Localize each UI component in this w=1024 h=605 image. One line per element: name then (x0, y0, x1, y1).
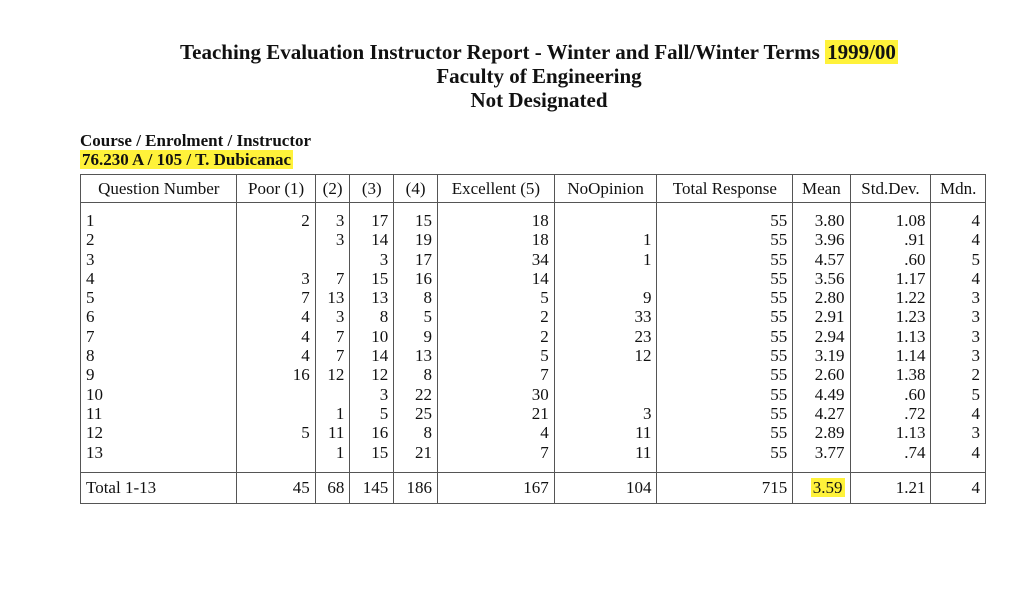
table-cell: 21 (415, 442, 432, 462)
table-cell: 3 (971, 326, 980, 346)
table-cell: 15 (371, 442, 389, 462)
table-cell: 5 (301, 423, 310, 443)
designation: Not Designated (470, 88, 608, 112)
table-cell: 9 (642, 288, 652, 308)
table-cell: 16 (415, 268, 432, 288)
table-cell: 3 (642, 403, 652, 423)
table-total-row (81, 472, 986, 503)
total-cell: 145 (350, 472, 394, 503)
table-cell: 1.22 (895, 288, 926, 308)
table-cell: .74 (904, 442, 926, 462)
table-cell: 7 (540, 365, 549, 385)
table-cell: 2 (540, 326, 549, 346)
column-values (81, 203, 237, 473)
column-header: Question Number (81, 175, 237, 203)
course-instructor: T. Dubicanac (195, 150, 292, 169)
table-cell: 1 (642, 249, 652, 269)
column-header: Mdn. (931, 175, 986, 203)
column-values (394, 203, 438, 473)
table-cell: 1.08 (895, 211, 926, 230)
column-header: (2) (315, 175, 350, 203)
table-cell: 5 (86, 288, 95, 308)
table-cell (242, 385, 309, 404)
table-cell: 55 (770, 365, 788, 385)
column-values (350, 203, 394, 473)
table-cell: 5 (540, 288, 549, 308)
table-cell (321, 385, 345, 404)
table-cell: 8 (379, 307, 389, 327)
table-cell: 1.14 (895, 346, 926, 366)
table-cell: 8 (423, 423, 432, 443)
table-cell: 5 (540, 346, 549, 366)
table-cell: 30 (531, 384, 549, 404)
table-cell: 1 (335, 442, 345, 462)
column-values (793, 203, 850, 473)
table-cell: 12 (634, 346, 652, 366)
table-cell: 15 (415, 211, 432, 230)
table-cell: 16 (371, 423, 389, 443)
table-cell: 4 (301, 307, 310, 327)
total-cell: 186 (394, 472, 438, 503)
table-cell: 5 (379, 403, 389, 423)
column-header: Poor (1) (237, 175, 315, 203)
table-cell: 1.23 (895, 307, 926, 327)
table-cell: 55 (770, 288, 788, 308)
course-enrolment: 105 (156, 150, 183, 169)
total-cell: 1.21 (850, 472, 931, 503)
table-cell (242, 250, 309, 269)
report-header (0, 40, 1024, 112)
table-cell: 23 (634, 326, 652, 346)
table-cell: 55 (770, 230, 788, 250)
table-cell: 16 (292, 365, 310, 385)
table-cell: 7 (301, 288, 310, 308)
table-cell: 3 (335, 230, 345, 250)
table-cell: 4 (971, 211, 980, 230)
table-cell: 7 (335, 346, 345, 366)
table-cell: 22 (415, 384, 432, 404)
table-cell: 55 (770, 403, 788, 423)
table-cell: 7 (540, 442, 549, 462)
table-cell: 5 (971, 249, 980, 269)
table-cell: .72 (904, 403, 926, 423)
table-cell: 3.80 (814, 211, 845, 230)
table-cell: 3.19 (814, 346, 845, 366)
table-cell: 7 (335, 268, 345, 288)
column-header: (4) (394, 175, 438, 203)
table-cell: 55 (770, 211, 788, 230)
table-cell: 11 (86, 403, 103, 423)
table-cell: 6 (86, 307, 95, 327)
table-cell: 12 (371, 365, 389, 385)
report-title-year: 1999/00 (827, 40, 896, 64)
table-cell: 4.57 (814, 249, 845, 269)
table-cell: 10 (86, 384, 103, 404)
table-cell: 10 (371, 326, 389, 346)
table-cell: 55 (770, 423, 788, 443)
table-cell: 3 (335, 211, 345, 230)
total-cell: 104 (554, 472, 657, 503)
total-cell: 4 (931, 472, 986, 503)
table-cell: 3 (971, 423, 980, 443)
table-cell: 14 (531, 268, 549, 288)
column-header: Std.Dev. (850, 175, 931, 203)
table-cell (560, 385, 652, 404)
table-cell: 9 (86, 365, 95, 385)
column-header: Total Response (657, 175, 793, 203)
evaluation-table (80, 174, 986, 504)
total-cell: 68 (315, 472, 350, 503)
column-values (850, 203, 931, 473)
table-cell (560, 211, 652, 230)
table-cell: 12 (327, 365, 345, 385)
table-cell: 3 (301, 268, 310, 288)
column-header: NoOpinion (554, 175, 657, 203)
table-cell: 18 (531, 211, 549, 230)
table-cell: 14 (371, 230, 389, 250)
course-code: 76.230 A (82, 150, 144, 169)
table-cell: 4 (971, 268, 980, 288)
table-cell: .60 (904, 384, 926, 404)
total-cell: 167 (438, 472, 555, 503)
table-cell: .91 (904, 230, 926, 250)
table-cell: 3.96 (814, 230, 845, 250)
table-cell: 19 (415, 230, 432, 250)
table-cell: 33 (634, 307, 652, 327)
table-cell: .60 (904, 249, 926, 269)
table-cell: 8 (86, 346, 95, 366)
table-cell: 11 (635, 423, 652, 443)
table-cell: 15 (371, 268, 389, 288)
column-header: Mean (793, 175, 850, 203)
course-values: 76.230 A / 105 / T. Dubicanac (82, 150, 292, 169)
table-cell: 1 (642, 230, 652, 250)
course-label: Course / Enrolment / Instructor (80, 131, 312, 150)
table-cell: 4.49 (814, 384, 845, 404)
table-cell: 1.13 (895, 423, 926, 443)
table-cell: 11 (635, 442, 652, 462)
table-cell: 13 (371, 288, 389, 308)
table-cell: 4 (971, 442, 980, 462)
column-values (554, 203, 657, 473)
table-cell: 5 (423, 307, 432, 327)
table-cell: 17 (415, 249, 432, 269)
table-cell: 55 (770, 442, 788, 462)
table-cell: 14 (371, 346, 389, 366)
table-cell: 3 (335, 307, 345, 327)
table-cell: 2 (86, 230, 95, 250)
table-cell: 55 (770, 346, 788, 366)
table-cell: 3 (379, 249, 389, 269)
table-cell: 4 (540, 423, 549, 443)
table-header-row (81, 175, 986, 203)
column-header: (3) (350, 175, 394, 203)
table-cell: 3.77 (814, 442, 845, 462)
table-cell: 4 (971, 403, 980, 423)
table-cell: 2.60 (814, 365, 845, 385)
table-cell: 7 (86, 326, 95, 346)
table-cell: 3.56 (814, 268, 845, 288)
report-title (0, 40, 1024, 64)
table-cell: 2 (301, 211, 310, 230)
table-cell (242, 443, 309, 462)
total-label: Total 1-13 (81, 472, 237, 503)
table-cell: 12 (86, 423, 103, 443)
table-cell: 3 (971, 346, 980, 366)
column-values (657, 203, 793, 473)
table-cell: 13 (327, 288, 345, 308)
table-cell: 8 (423, 288, 432, 308)
column-values (315, 203, 350, 473)
column-values (438, 203, 555, 473)
table-cell: 4 (971, 230, 980, 250)
table-cell: 13 (415, 346, 432, 366)
table-cell: 2.91 (814, 307, 845, 327)
table-cell: 13 (86, 442, 103, 462)
table-cell: 2 (971, 365, 980, 385)
table-cell: 18 (531, 230, 549, 250)
table-cell: 4 (86, 268, 95, 288)
table-cell: 3 (971, 288, 980, 308)
column-header: Excellent (5) (438, 175, 555, 203)
faculty-name: Faculty of Engineering (436, 64, 642, 88)
table-cell: 2.94 (814, 326, 845, 346)
table-cell: 3 (86, 249, 95, 269)
course-info (80, 131, 311, 169)
table-cell: 2.89 (814, 423, 845, 443)
table-cell: 4.27 (814, 403, 845, 423)
table-cell: 34 (531, 249, 549, 269)
table-cell: 55 (770, 307, 788, 327)
table-cell: 7 (335, 326, 345, 346)
table-cell (321, 250, 345, 269)
table-cell (560, 269, 652, 288)
total-mean-highlight: 3.59 (812, 478, 843, 498)
table-cell: 55 (770, 249, 788, 269)
table-cell: 1 (86, 211, 95, 230)
report-title-main: Teaching Evaluation Instructor Report - Winter and Fall/Winter Terms (180, 40, 820, 64)
table-cell: 1 (335, 403, 345, 423)
table-cell: 1.38 (895, 365, 926, 385)
table-body-row (81, 203, 986, 473)
total-cell: 45 (237, 472, 315, 503)
table-cell: 1.13 (895, 326, 926, 346)
table-cell: 4 (301, 326, 310, 346)
table-cell: 4 (301, 346, 310, 366)
table-cell: 1.17 (895, 268, 926, 288)
table-cell: 2.80 (814, 288, 845, 308)
column-values (237, 203, 315, 473)
total-cell: 715 (657, 472, 793, 503)
table-cell: 5 (971, 384, 980, 404)
column-values (931, 203, 986, 473)
table-cell: 25 (415, 403, 432, 423)
table-cell: 2 (540, 307, 549, 327)
table-cell: 55 (770, 268, 788, 288)
table-cell: 8 (423, 365, 432, 385)
table-cell: 21 (531, 403, 549, 423)
table-cell (560, 365, 652, 384)
table-cell: 55 (770, 384, 788, 404)
table-cell: 9 (423, 326, 432, 346)
table-cell (242, 404, 309, 423)
table-cell (242, 230, 309, 249)
table-cell: 3 (971, 307, 980, 327)
total-cell (793, 472, 850, 503)
table-cell: 3 (379, 384, 389, 404)
table-cell: 55 (770, 326, 788, 346)
table-cell: 17 (371, 211, 389, 230)
table-cell: 11 (328, 423, 345, 443)
